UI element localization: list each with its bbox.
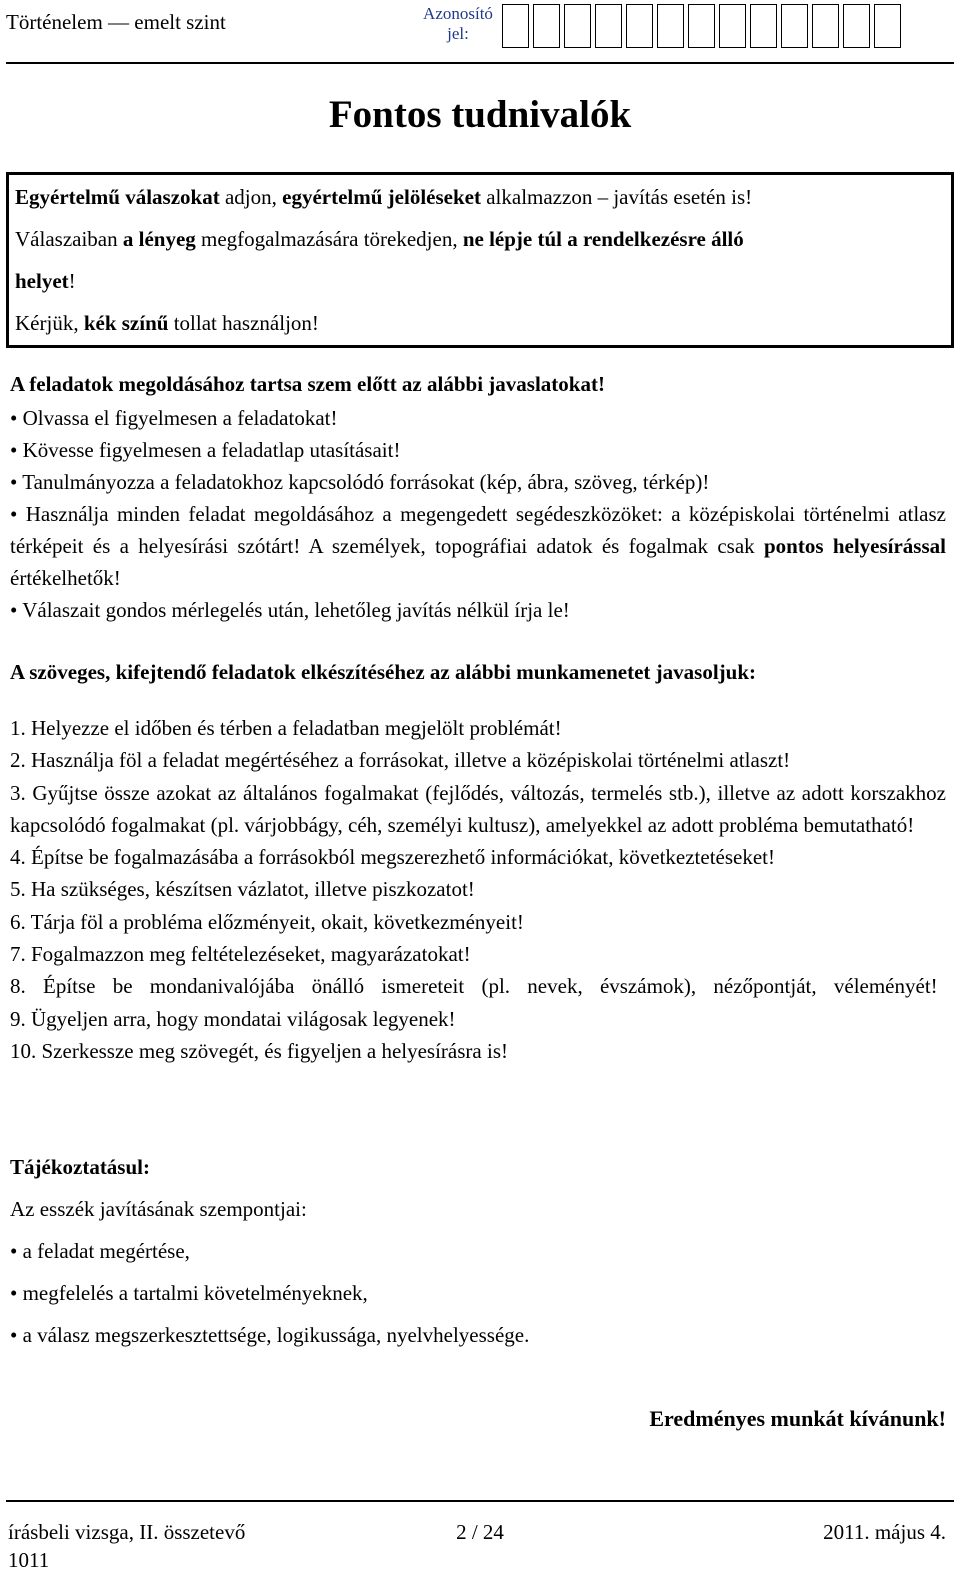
tips-section	[10, 368, 946, 626]
info-intro: Az esszék javításának szempontjai:	[10, 1197, 307, 1221]
tip-text: értékelhetők!	[10, 566, 121, 590]
id-box[interactable]	[502, 4, 529, 48]
info-section	[10, 1146, 946, 1356]
tip-item: • Tanulmányozza a feladatokhoz kapcsolódó forrásokat (kép, ábra, szöveg, térkép)!	[10, 470, 710, 494]
footer-divider	[6, 1500, 954, 1502]
method-step: 7. Fogalmazzon meg feltételezéseket, magyarázatokat!	[10, 942, 471, 967]
notice-emph: Egyértelmű válaszokat	[15, 185, 220, 209]
method-step: 1. Helyezze el időben és térben a feladatban megjelölt problémát!	[10, 716, 562, 740]
info-item: • megfelelés a tartalmi követelményeknek,	[10, 1281, 368, 1305]
id-box[interactable]	[657, 4, 684, 48]
id-box[interactable]	[626, 4, 653, 48]
notice-text: megfogalmazására törekedjen,	[195, 227, 463, 251]
id-box[interactable]	[843, 4, 870, 48]
notice-emph: egyértelmű jelöléseket	[282, 185, 481, 209]
notice-text: alkalmazzon – javítás esetén is!	[480, 185, 753, 209]
id-label: Azonosító jel:	[423, 4, 493, 43]
tip-emph: pontos helyesírással	[763, 534, 946, 558]
method-heading	[10, 660, 946, 685]
id-box[interactable]	[688, 4, 715, 48]
notice-line-1	[15, 176, 951, 218]
id-box[interactable]	[719, 4, 746, 48]
method-step: 3. Gyűjtse össze azokat az általános fogalmakat (fejlődés, változás, termelés stb.), illetve az adott korszakhoz kapcsolódó fogalmakat (pl. várjobbágy, céh, személyi kultusz), amelyekkel az adott probléma bemutatható!	[10, 780, 946, 837]
id-box[interactable]	[812, 4, 839, 48]
notice-box	[6, 172, 954, 348]
method-step: 5. Ha szükséges, készítsen vázlatot, illetve piszkozatot!	[10, 877, 475, 902]
footer-code: 1011	[8, 1548, 50, 1572]
id-box[interactable]	[781, 4, 808, 48]
method-step: 4. Építse be fogalmazásába a forrásokból megszerezhető információkat, következtetéseket!	[10, 845, 775, 870]
id-boxes	[502, 4, 905, 48]
tip-text: • Használja minden feladat megoldásához a megengedett segédeszközöket: a középiskolai történelmi atlasz térképeit és a helyesírási szótárt! A személyek, topográfiai adatok és fogalmak csak	[10, 502, 946, 558]
id-box[interactable]	[533, 4, 560, 48]
method-step: 2. Használja föl a feladat megértéséhez a forrásokat, illetve a középiskolai történelmi atlaszt!	[10, 748, 791, 773]
notice-line-2	[15, 218, 951, 260]
id-box[interactable]	[874, 4, 901, 48]
notice-emph: ne lépje túl a rendelkezésre álló	[462, 227, 744, 251]
id-box[interactable]	[595, 4, 622, 48]
header-subject: Történelem — emelt szint	[6, 10, 226, 34]
id-box[interactable]	[564, 4, 591, 48]
notice-emph: kék színű	[83, 311, 169, 335]
notice-emph: a lényeg	[122, 227, 196, 251]
method-step: 9. Ügyeljen arra, hogy mondatai világosak legyenek!	[10, 1006, 456, 1031]
tips-heading: A feladatok megoldásához tartsa szem előtt az alábbi javaslatokat!	[10, 372, 605, 396]
method-steps	[10, 712, 946, 1067]
method-step: 8. Építse be mondanivalójába önálló ismereteit (pl. nevek, évszámok), nézőpontját, véleményét!	[10, 974, 938, 999]
notice-line-3	[15, 260, 951, 302]
method-heading-text: A szöveges, kifejtendő feladatok elkészítéséhez az alábbi munkamenetet javasoljuk:	[10, 660, 757, 684]
footer-date: 2011. május 4.	[823, 1520, 946, 1544]
page-title: Fontos tudnivalók	[328, 93, 632, 136]
footer-page: 2 / 24	[456, 1520, 504, 1544]
notice-text: !	[68, 269, 76, 293]
notice-line-4	[15, 302, 951, 344]
notice-emph: helyet	[15, 269, 69, 293]
notice-text: Kérjük,	[15, 311, 84, 335]
method-step: 6. Tárja föl a probléma előzményeit, okait, következményeit!	[10, 909, 524, 934]
id-box[interactable]	[750, 4, 777, 48]
notice-text: adjon,	[219, 185, 283, 209]
notice-text: Válaszaiban	[15, 227, 123, 251]
tip-item: • Olvassa el figyelmesen a feladatokat!	[10, 406, 338, 430]
footer-left	[8, 1518, 245, 1574]
info-item: • a feladat megértése,	[10, 1239, 190, 1263]
tip-item	[10, 498, 946, 594]
info-heading: Tájékoztatásul:	[10, 1155, 150, 1179]
tip-item: • Kövesse figyelmesen a feladatlap utasításait!	[10, 438, 401, 462]
method-step: 10. Szerkessze meg szövegét, és figyeljen a helyesírásra is!	[10, 1038, 508, 1063]
notice-text: tollat használjon!	[168, 311, 319, 335]
tip-item: • Válaszait gondos mérlegelés után, lehetőleg javítás nélkül írja le!	[10, 598, 570, 622]
info-item: • a válasz megszerkesztettsége, logikussága, nyelvhelyessége.	[10, 1323, 530, 1347]
header-divider	[6, 62, 954, 64]
closing-message: Eredményes munkát kívánunk!	[649, 1406, 946, 1431]
footer-exam: írásbeli vizsga, II. összetevő	[8, 1520, 246, 1544]
